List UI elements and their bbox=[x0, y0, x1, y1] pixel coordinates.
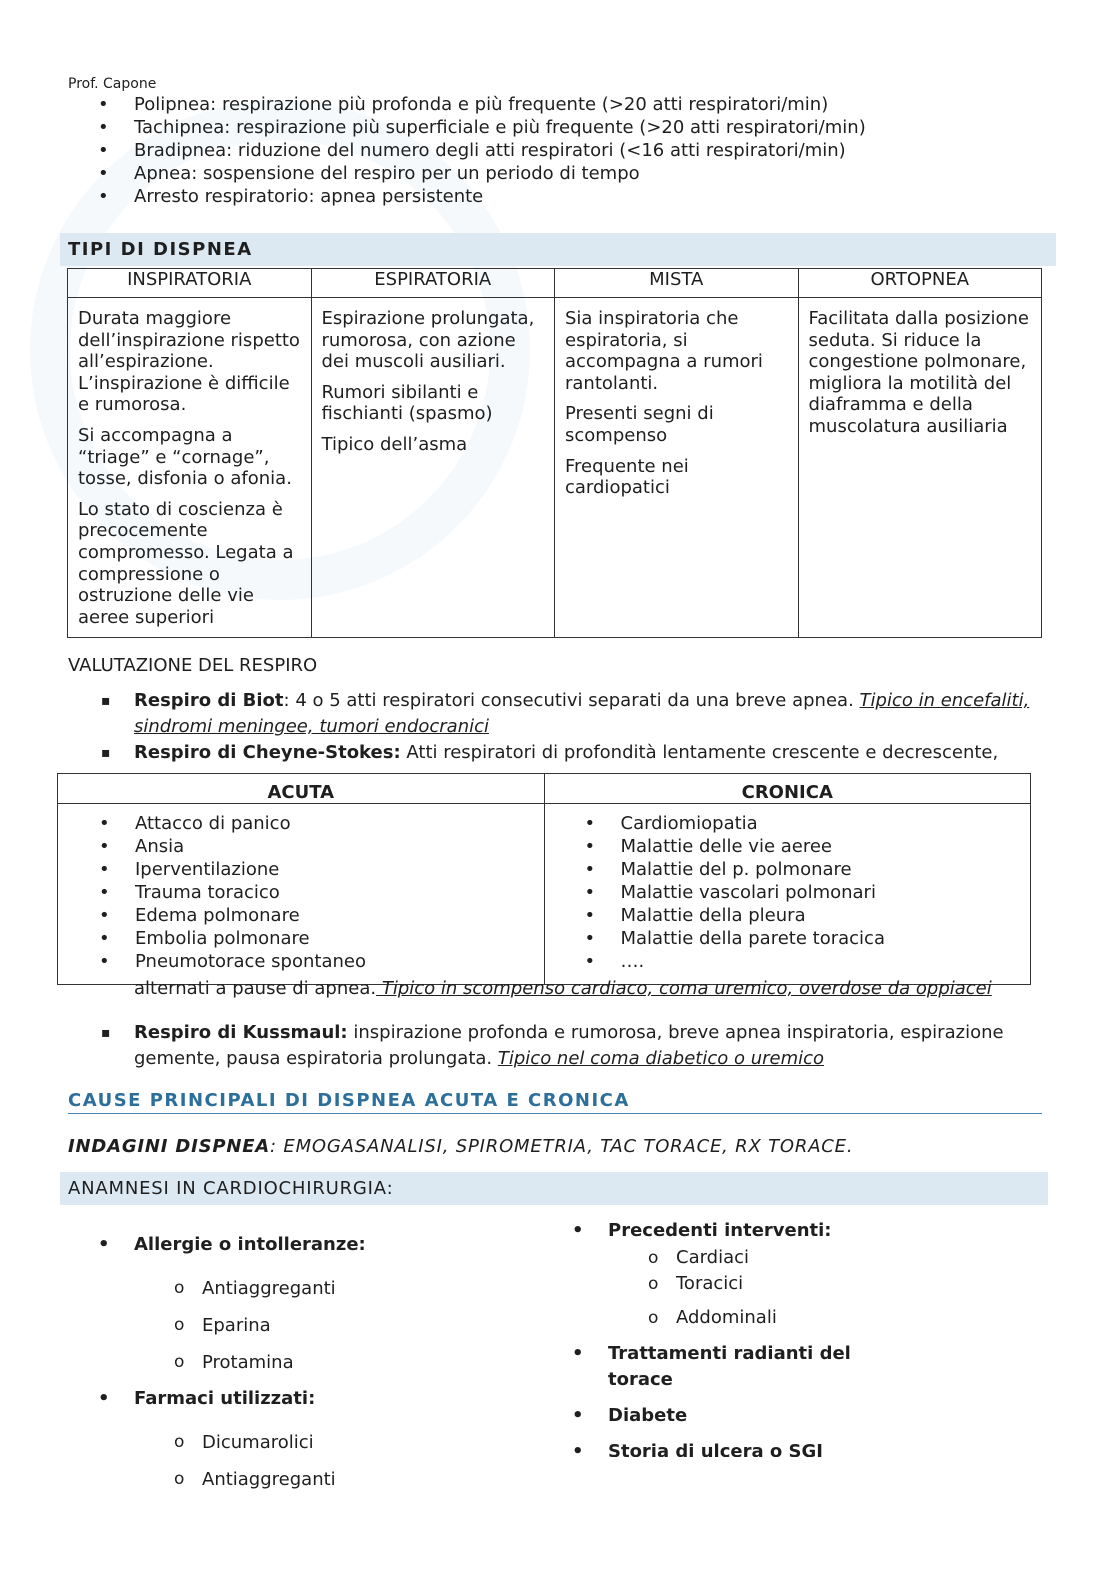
list-item: o Antiaggreganti bbox=[68, 1461, 488, 1498]
cheyne-note: Tipico in scompenso cardiaco, coma uremico, overdose da oppiacei bbox=[376, 978, 992, 999]
list-item: • Tachipnea: respirazione più superficiale e più frequente (>20 atti respiratori/min) bbox=[68, 116, 1068, 139]
list-item: • Pneumotorace spontaneo bbox=[69, 950, 544, 973]
kussmaul-label: Respiro di Kussmaul: bbox=[134, 1022, 348, 1043]
section-header-anamnesi: ANAMNESI IN CARDIOCHIRURGIA: bbox=[60, 1172, 1048, 1205]
list-item: • Edema polmonare bbox=[69, 904, 544, 927]
table-header: ORTOPNEA bbox=[798, 269, 1042, 298]
list-item: • Apnea: sospensione del respiro per un periodo di tempo bbox=[68, 162, 1068, 185]
indagini-text: : EMOGASANALISI, SPIROMETRIA, TAC TORACE, RX TORACE. bbox=[270, 1136, 854, 1157]
biot-note: Tipico in encefaliti, sindromi meningee, tumori endocranici bbox=[134, 690, 1030, 737]
list-item: • Malattie della pleura bbox=[555, 904, 1031, 927]
table-cell bbox=[68, 298, 312, 638]
list-item: • Iperventilazione bbox=[69, 858, 544, 881]
list-item: o Addominali bbox=[542, 1305, 962, 1331]
list-item: o Dicumarolici bbox=[68, 1424, 488, 1461]
table-cell bbox=[311, 298, 555, 638]
acute-cell bbox=[58, 804, 545, 985]
header-note: Prof. Capone bbox=[68, 76, 157, 92]
indagini-line bbox=[68, 1136, 853, 1157]
radianti-item: • Trattamenti radianti del torace bbox=[542, 1341, 882, 1393]
cheyne-continuation-text: alternati a pause di apnea. bbox=[134, 978, 377, 999]
list-item: • Bradipnea: riduzione del numero degli atti respiratori (<16 atti respiratori/min) bbox=[68, 139, 1068, 162]
cheyne-text: Atti respiratori di profondità lentamente crescente e decrescente, bbox=[400, 742, 999, 763]
list-item bbox=[68, 740, 1043, 766]
list-item: • Cardiomiopatia bbox=[555, 812, 1031, 835]
list-item bbox=[68, 688, 1043, 740]
list-item: • Malattie della parete toracica bbox=[555, 927, 1031, 950]
biot-label: Respiro di Biot bbox=[134, 690, 284, 711]
list-item: o Protamina bbox=[68, 1344, 488, 1381]
cell-paragraph: Durata maggiore dell’inspirazione rispetto all’espirazione. L’inspirazione è difficile e rumorosa. bbox=[78, 308, 300, 416]
interventi-item: • Precedenti interventi: bbox=[542, 1219, 962, 1243]
list-item bbox=[68, 1020, 1043, 1072]
allergie-item: • Allergie o intolleranze: bbox=[68, 1233, 488, 1257]
list-item: • Malattie vascolari polmonari bbox=[555, 881, 1031, 904]
list-item: o Toracici bbox=[542, 1271, 962, 1297]
section-header-cause: CAUSE PRINCIPALI DI DISPNEA ACUTA E CRONICA bbox=[68, 1090, 630, 1111]
dyspnea-types-table bbox=[67, 268, 1042, 638]
respiro-list bbox=[68, 688, 1043, 766]
section-header-tipi: TIPI DI DISPNEA bbox=[60, 233, 1056, 266]
list-item: • Ansia bbox=[69, 835, 544, 858]
cell-paragraph: Sia inspiratoria che espiratoria, si accompagna a rumori rantolanti. bbox=[565, 308, 763, 394]
list-item: • Polipnea: respirazione più profonda e più frequente (>20 atti respiratori/min) bbox=[68, 93, 1068, 116]
anamnesi-left-column bbox=[68, 1233, 488, 1498]
cell-paragraph: Frequente nei cardiopatici bbox=[565, 455, 689, 499]
table-header: MISTA bbox=[555, 269, 799, 298]
cell-paragraph: Presenti segni di scompenso bbox=[565, 403, 714, 446]
ulcera-item: • Storia di ulcera o SGI bbox=[542, 1439, 882, 1457]
table-header: ESPIRATORIA bbox=[311, 269, 555, 298]
list-item: • Attacco di panico bbox=[69, 812, 544, 835]
cell-paragraph: Tipico dell’asma bbox=[321, 433, 468, 455]
cheyne-label: Respiro di Cheyne-Stokes: bbox=[134, 742, 401, 763]
chronic-cell bbox=[544, 804, 1031, 985]
indagini-label: INDAGINI DISPNEA bbox=[68, 1136, 271, 1157]
list-item: • Trauma toracico bbox=[69, 881, 544, 904]
list-item: o Eparina bbox=[68, 1307, 488, 1344]
list-item: • Embolia polmonare bbox=[69, 927, 544, 950]
table-cell bbox=[798, 298, 1042, 638]
cell-paragraph: Espirazione prolungata, rumorosa, con azione dei muscoli ausiliari. bbox=[321, 308, 535, 373]
kussmaul-text: inspirazione profonda e rumorosa, breve apnea inspiratoria, espirazione gemente, pausa espiratoria prolungata. bbox=[134, 1022, 1004, 1069]
causes-table bbox=[57, 773, 1031, 985]
biot-text: : 4 o 5 atti respiratori consecutivi separati da una breve apnea. bbox=[283, 690, 860, 711]
table-header: INSPIRATORIA bbox=[68, 269, 312, 298]
cheyne-continuation bbox=[134, 977, 992, 1001]
list-item: • …. bbox=[555, 950, 1031, 973]
list-item: • Arresto respiratorio: apnea persistente bbox=[68, 185, 1068, 208]
cell-paragraph: Lo stato di coscienza è precocemente compromesso. Legata a compressione o ostruzione delle vie aeree superiori bbox=[78, 498, 294, 628]
chronic-header: CRONICA bbox=[544, 774, 1031, 804]
list-item: • Malattie delle vie aeree bbox=[555, 835, 1031, 858]
farmaci-item: • Farmaci utilizzati: bbox=[68, 1387, 488, 1411]
acute-header: ACUTA bbox=[58, 774, 545, 804]
kussmaul-note: Tipico nel coma diabetico o uremico bbox=[497, 1048, 825, 1069]
kussmaul-list bbox=[68, 1020, 1043, 1072]
cell-paragraph: Si accompagna a “triage” e “cornage”, tosse, disfonia o afonia. bbox=[78, 424, 292, 490]
list-item: o Antiaggreganti bbox=[68, 1270, 488, 1307]
list-item: • Malattie del p. polmonare bbox=[555, 858, 1031, 881]
diabete-item: • Diabete bbox=[542, 1403, 882, 1429]
cell-paragraph: Facilitata dalla posizione seduta. Si riduce la congestione polmonare, migliora la motilità del diaframma e della muscolatura ausiliaria bbox=[808, 308, 1029, 437]
cell-paragraph: Rumori sibilanti e fischianti (spasmo) bbox=[321, 381, 493, 425]
table-cell bbox=[555, 298, 799, 638]
section-divider bbox=[68, 1113, 1042, 1114]
breathing-list bbox=[68, 93, 1068, 208]
valutazione-title: VALUTAZIONE DEL RESPIRO bbox=[68, 655, 318, 676]
anamnesi-right-column bbox=[542, 1219, 962, 1457]
list-item: o Cardiaci bbox=[542, 1245, 962, 1271]
